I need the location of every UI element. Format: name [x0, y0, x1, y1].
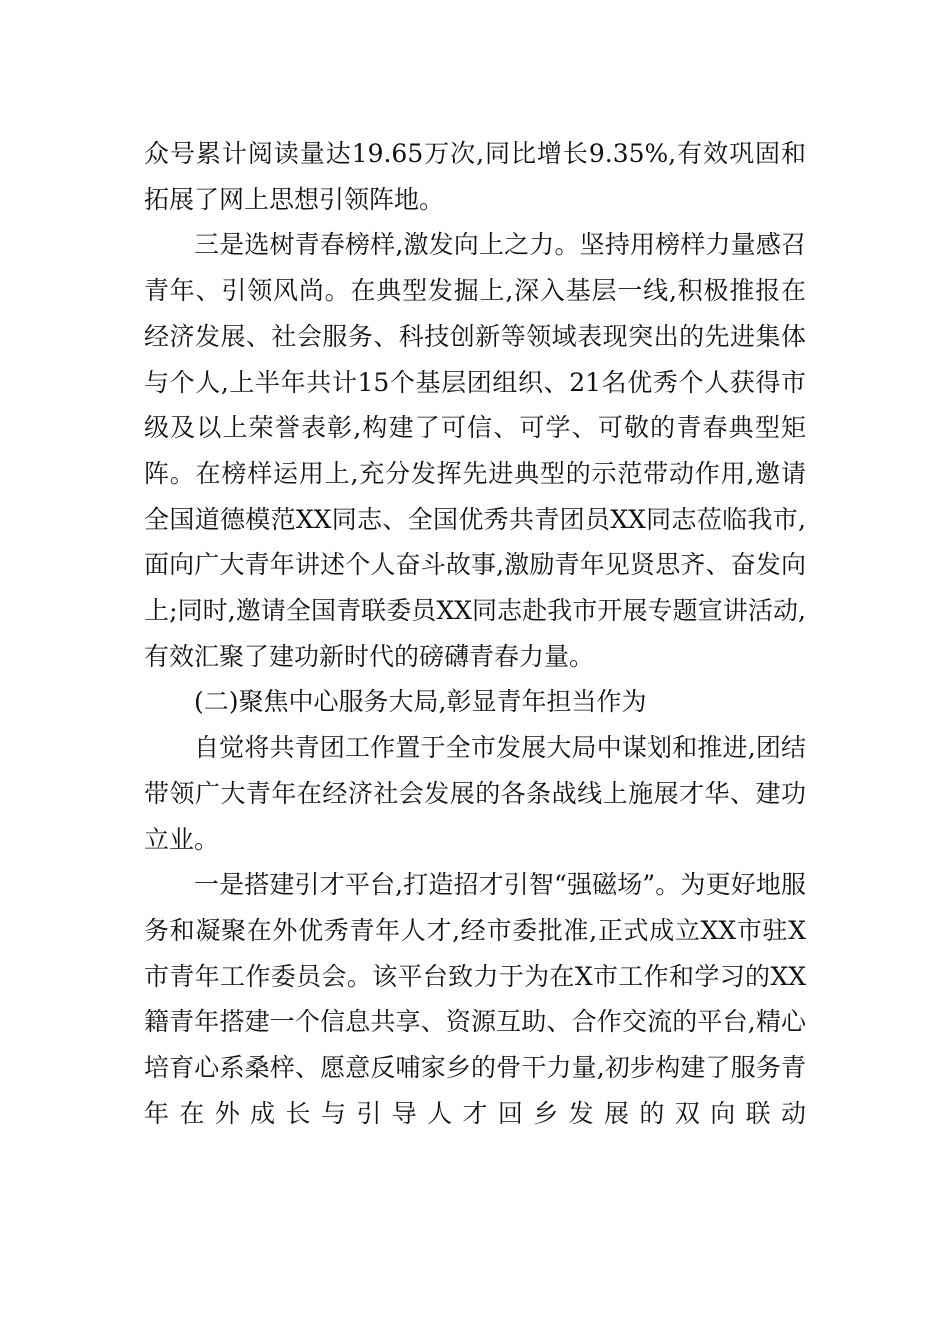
paragraph-first-point: 一是搭建引才平台,打造招才引智“强磁场”。为更好地服务和凝聚在外优秀青年人才,经市委批准,正式成立XX市驻X市青年工作委员会。该平台致力于为在X市工作和学习的XX籍青年搭建一个信息共享、资源互助、合作交流的平台,精心培育心系桑梓、愿意反哺家乡的骨干力量,初步构建了服务青年在外成长与引导人才回乡发展的双向联动 [144, 870, 806, 1128]
paragraph-third-point: 三是选树青春榜样,激发向上之力。坚持用榜样力量感召青年、引领风尚。在典型发掘上,深入基层一线,积极推报在经济发展、社会服务、科技创新等领域表现突出的先进集体与个人,上半年共计15个基层团组织、21名优秀个人获得市级及以上荣誉表彰,构建了可信、可学、可敬的青春典型矩阵。在榜样运用上,充分发挥先进典型的示范带动作用,邀请全国道德模范XX同志、全国优秀共青团员XX同志莅临我市,面向广大青年讲述个人奋斗故事,激励青年见贤思齐、奋发向上;同时,邀请全国青联委员XX同志赴我市开展专题宣讲活动,有效汇聚了建功新时代的磅礴青春力量。 [144, 230, 806, 671]
paragraph-continuation: 众号累计阅读量达19.65万次,同比增长9.35%,有效巩固和拓展了网上思想引领阵地。 [144, 139, 806, 214]
section-heading: (二)聚焦中心服务大局,彰显青年担当作为 [194, 687, 647, 717]
paragraph-section-intro: 自觉将共青团工作置于全市发展大局中谋划和推进,团结带领广大青年在经济社会发展的各条战线上施展才华、建功立业。 [144, 733, 806, 854]
document-body [144, 131, 806, 1136]
